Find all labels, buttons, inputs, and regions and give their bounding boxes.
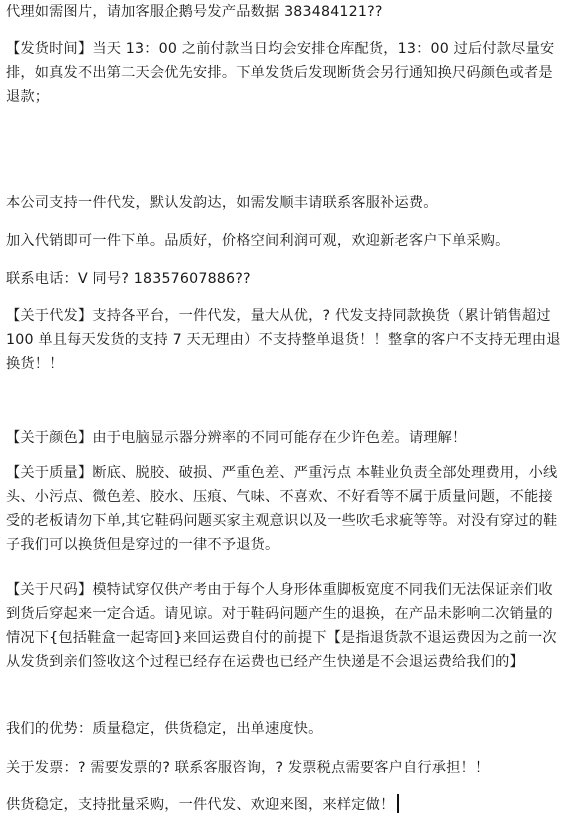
- stable-supply-text: 供货稳定，支持批量采购，一件代发、欢迎来图，来样定做！: [6, 797, 395, 813]
- stable-supply-line: [6, 793, 399, 817]
- about-quality-paragraph: 【关于质量】断底、脱胶、破损、严重色差、严重污点 本鞋业负责全部处理费用，小线头、小污点、微色差、胶水、压痕、气味、不喜欢、不好看等不属于质量问题，不能接受的老板请勿下单,其它鞋码问题买家主观意识以及一些吹毛求疵等等。对没有穿过的鞋子我们可以换货但是穿过的一律不予退货。: [6, 465, 558, 553]
- dropship-default-paragraph: 本公司支持一件代发，默认发韵达，如需发顺丰请联系客服补运费。: [6, 195, 438, 211]
- about-invoice-line: 关于发票：? 需要发票的? 联系客服咨询，? 发票税点需要客户自行承担！！: [6, 760, 490, 776]
- about-size-paragraph: 【关于尺码】模特试穿仅供产考由于每个人身形体重脚板宽度不同我们无法保证亲们收到货后穿起来一定合适。请见谅。对于鞋码问题产生的退换，在产品未影响二次销量的情况下{包括鞋盒一起寄回}来回运费自付的前提下【是指退货款不退运费因为之前一次从发货到亲们签收这个过程已经存在运费也已经产生快递是不会退运费给我们的】: [6, 582, 557, 670]
- our-advantage-line: 我们的优势：质量稳定，供货稳定，出单速度快。: [6, 721, 323, 737]
- text-cursor: [397, 794, 399, 813]
- shipping-time-paragraph: 【发货时间】当天 13：00 之前付款当日均会安排仓库配货，13：00 过后付款尽量安排，如真发不出第二天会优先安排。下单发货后发现断货会另行通知换尺码颜色或者是退款；: [6, 41, 555, 105]
- join-reseller-paragraph: 加入代销即可一件下单。品质好，价格空间利润可观，欢迎新老客户下单采购。: [6, 233, 510, 249]
- contact-phone-line: 联系电话：V 同号? 18357607886??: [6, 271, 251, 287]
- agent-image-contact-line: 代理如需图片，请加客服企鹅号发产品数据 383484121??: [6, 4, 383, 20]
- about-dropship-paragraph: 【关于代发】支持各平台，一件代发，量大从优，? 代发支持同款换货（累计销售超过 100 单且每天发货的支持 7 天无理由）不支持整单退货！！整拿的客户不支持无理由退换货！！: [6, 308, 561, 372]
- about-color-paragraph: 【关于颜色】由于电脑显示器分辨率的不同可能存在少许色差。请理解！: [6, 430, 467, 446]
